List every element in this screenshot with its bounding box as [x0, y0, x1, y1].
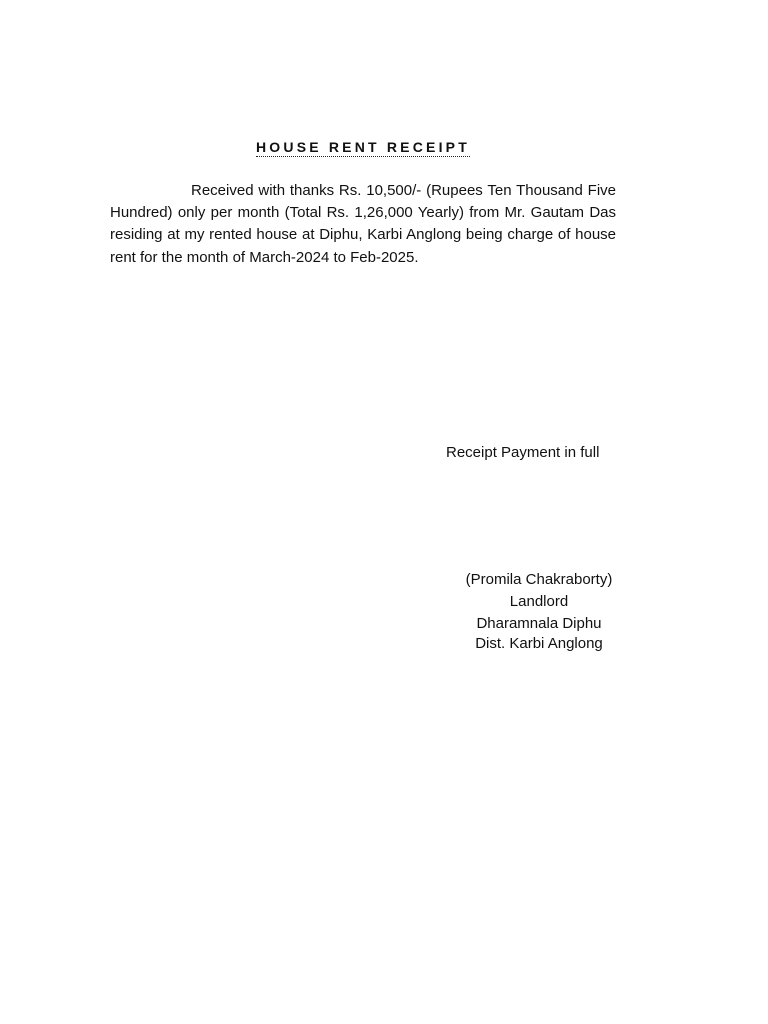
receipt-title: HOUSE RENT RECEIPT — [256, 139, 470, 155]
payment-status-text: Receipt Payment in full — [446, 444, 600, 461]
landlord-address-line1: Dharamnala Diphu — [476, 615, 602, 632]
landlord-role: Landlord — [509, 593, 569, 610]
signature-block — [446, 569, 632, 654]
landlord-name: (Promila Chakraborty) — [465, 571, 613, 588]
landlord-address-line2: Dist. Karbi Anglong — [475, 635, 603, 652]
receipt-body-text: Received with thanks Rs. 10,500/- (Rupees Ten Thousand Five Hundred) only per month (Total Rs. 1,26,000 Yearly) from Mr. Gautam Das residing at my rented house at Diphu, Karbi Anglong being charge of house rent for the month of March-2024 to Feb-2025. — [110, 182, 616, 266]
